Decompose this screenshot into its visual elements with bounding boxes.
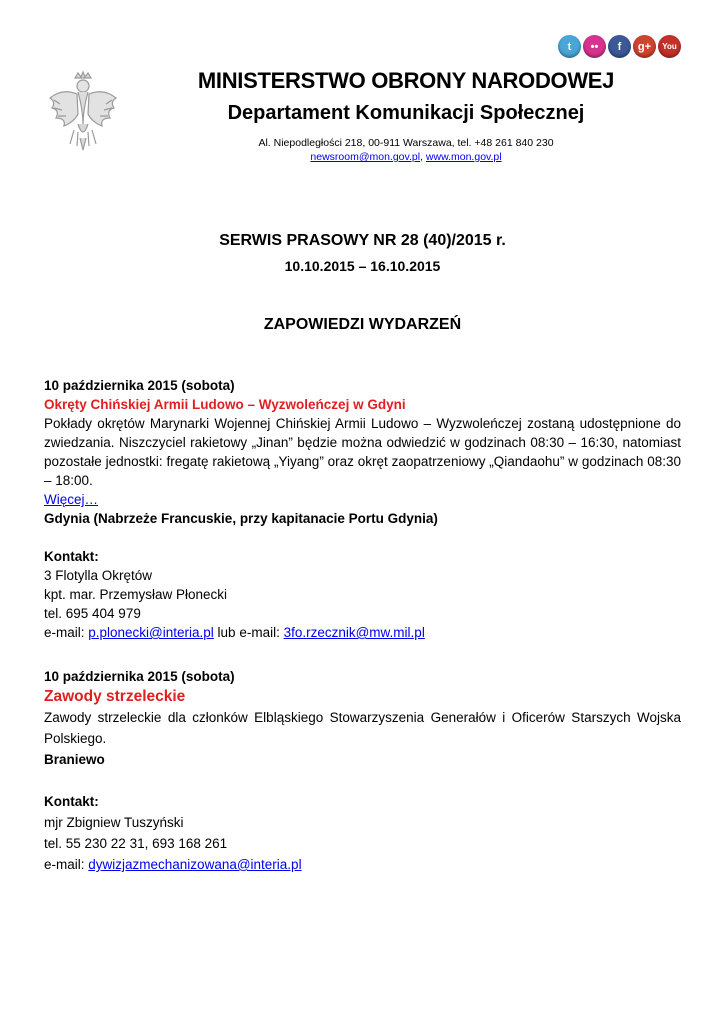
contact-phone: tel. 695 404 979 bbox=[44, 606, 141, 621]
date-range: 10.10.2015 – 16.10.2015 bbox=[284, 258, 441, 274]
email-link-rzecznik[interactable]: 3fo.rzecznik@mw.mil.pl bbox=[283, 625, 425, 640]
newsroom-email-link[interactable]: newsroom@mon.gov.pl bbox=[310, 151, 421, 163]
email-link-plonecki[interactable]: p.plonecki@interia.pl bbox=[88, 625, 214, 640]
press-service-title: SERWIS PRASOWY NR 28 (40)/2015 r. bbox=[219, 232, 506, 249]
social-icons bbox=[558, 35, 681, 58]
eagle-emblem-icon bbox=[44, 70, 122, 152]
department-name: Departament Komunikacji Społecznej bbox=[227, 102, 585, 124]
contact-emails bbox=[44, 854, 681, 875]
contact-person: kpt. mar. Przemysław Płonecki bbox=[44, 587, 228, 602]
event-location: Braniewo bbox=[44, 752, 105, 767]
googleplus-icon[interactable]: g+ bbox=[633, 35, 656, 58]
facebook-icon[interactable]: f bbox=[608, 35, 631, 58]
contact-label: Kontakt: bbox=[44, 794, 99, 809]
event-date: 10 października 2015 (sobota) bbox=[44, 378, 235, 393]
contact-label: Kontakt: bbox=[44, 549, 99, 564]
contact-emails bbox=[44, 623, 681, 642]
event-description: Pokłady okrętów Marynarki Wojennej Chińskiej Armii Ludowo – Wyzwoleńczej zostaną udostępnione do zwiedzania. Niszczyciel rakietowy „Jinan” będzie można odwiedzić w godzinach 08:30 – 16:30, natomiast pozostałe jednostki: fregatę rakietową „Yiyang” oraz okręt zaopatrzeniowy „Qiandaohu” w godzinach 08:30 – 18:00. bbox=[44, 416, 681, 488]
contact-links bbox=[170, 150, 642, 164]
more-link[interactable]: Więcej… bbox=[44, 492, 99, 507]
event-location: Gdynia (Nabrzeże Francuskie, przy kapitanacie Portu Gdynia) bbox=[44, 511, 438, 526]
letterhead bbox=[170, 68, 642, 164]
event-item bbox=[44, 666, 681, 875]
flickr-icon[interactable]: •• bbox=[583, 35, 606, 58]
event-item bbox=[44, 376, 681, 642]
event-date: 10 października 2015 (sobota) bbox=[44, 669, 235, 684]
youtube-icon[interactable]: You bbox=[658, 35, 681, 58]
address: Al. Niepodległości 218, 00-911 Warszawa, tel. +48 261 840 230 bbox=[258, 137, 554, 149]
link-separator: , bbox=[420, 151, 426, 163]
email-label: e-mail: bbox=[44, 625, 89, 640]
ministry-name: MINISTERSTWO OBRONY NARODOWEJ bbox=[197, 68, 615, 93]
email-link-dywizja[interactable]: dywizjazmechanizowana@interia.pl bbox=[88, 857, 302, 872]
website-link[interactable]: www.mon.gov.pl bbox=[425, 151, 502, 163]
contact-phone: tel. 55 230 22 31, 693 168 261 bbox=[44, 836, 228, 851]
section-heading: ZAPOWIEDZI WYDARZEŃ bbox=[263, 316, 462, 333]
contact-organization: 3 Flotylla Okrętów bbox=[44, 568, 153, 583]
event-title: Zawody strzeleckie bbox=[44, 688, 186, 705]
twitter-icon[interactable]: t bbox=[558, 35, 581, 58]
event-description: Zawody strzeleckie dla członków Elbląskiego Stowarzyszenia Generałów i Oficerów Starszych Wojska Polskiego. bbox=[44, 710, 681, 746]
event-title: Okręty Chińskiej Armii Ludowo – Wyzwoleńczej w Gdyni bbox=[44, 397, 406, 412]
email-or: lub e-mail: bbox=[213, 625, 284, 640]
contact-person: mjr Zbigniew Tuszyński bbox=[44, 815, 184, 830]
email-label: e-mail: bbox=[44, 857, 89, 872]
